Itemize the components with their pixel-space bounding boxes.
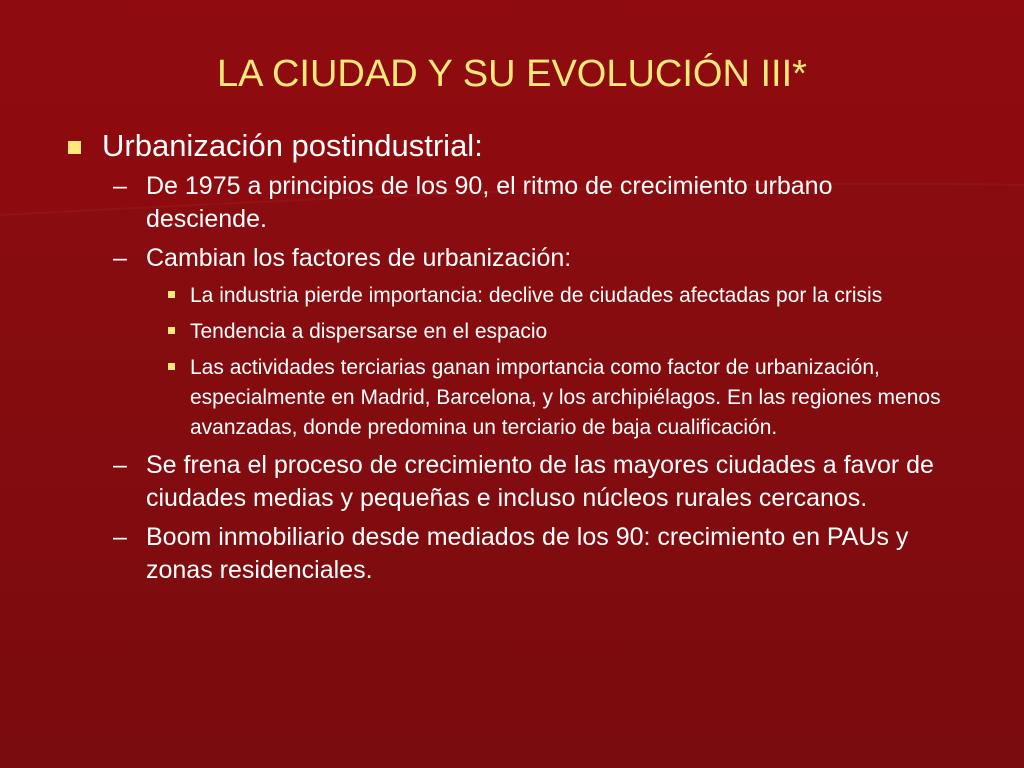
bullet-text: Cambian los factores de urbanización: xyxy=(146,244,572,272)
dash-bullet: – xyxy=(113,451,127,479)
dash-bullet: – xyxy=(113,244,127,272)
slide-title: LA CIUDAD Y SU EVOLUCIÓN III* xyxy=(217,53,807,95)
bullet-text: Las actividades terciarias ganan importancia como factor de urbanización, especialmente en Madrid, Barcelona, y los archipiélagos. En las regiones menos avanzadas, donde predomina un terciario de baja cualificación. xyxy=(190,356,941,439)
bullet-text: Urbanización postindustrial: xyxy=(102,128,483,163)
bullet-item-level3 xyxy=(60,353,960,443)
bullet-text: Boom inmobiliario desde mediados de los 90: crecimiento en PAUs y zonas residenciales. xyxy=(146,523,909,584)
small-square-bullet-icon xyxy=(168,363,175,370)
slide-content xyxy=(60,126,960,593)
bullet-text: De 1975 a principios de los 90, el ritmo de crecimiento urbano desciende. xyxy=(146,172,833,233)
dash-bullet: – xyxy=(113,523,127,551)
small-square-bullet-icon xyxy=(168,327,175,334)
bullet-item-level2 xyxy=(60,242,960,275)
square-bullet-icon xyxy=(68,141,81,154)
bullet-text: Se frena el proceso de crecimiento de las mayores ciudades a favor de ciudades medias y pequeñas e incluso núcleos rurales cercanos. xyxy=(146,451,934,512)
bullet-item-level2 xyxy=(60,449,960,515)
bullet-item-level2 xyxy=(60,170,960,236)
dash-bullet: – xyxy=(113,172,127,200)
bullet-item-level3 xyxy=(60,317,960,347)
bullet-item-level1 xyxy=(60,126,960,166)
bullet-text: Tendencia a dispersarse en el espacio xyxy=(190,320,548,343)
bullet-item-level3 xyxy=(60,281,960,311)
bullet-text: La industria pierde importancia: declive de ciudades afectadas por la crisis xyxy=(190,284,883,307)
bullet-item-level2 xyxy=(60,521,960,587)
small-square-bullet-icon xyxy=(168,291,175,298)
